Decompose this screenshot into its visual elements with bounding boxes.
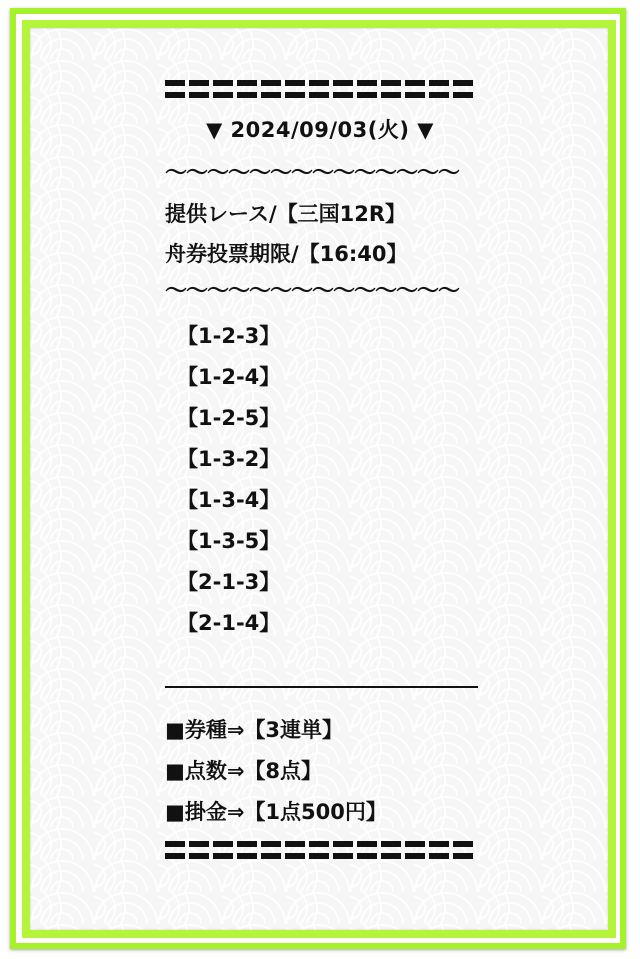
combination-item: 【1-3-4】 [177,488,281,512]
deadline-label: 舟券投票期限/【16:40】 [165,242,408,266]
combination-list [165,316,480,644]
race-info [165,194,480,274]
wave-divider-bottom: 〜〜〜〜〜〜〜〜〜〜〜〜〜〜 [165,279,460,304]
stake-amount: ■掛金⇒【1点500円】 [165,800,387,824]
combination-item: 【1-3-5】 [177,529,281,553]
horizontal-divider [165,686,478,688]
ticket-content [165,80,480,859]
combination-item: 【1-2-5】 [177,406,281,430]
points-count: ■点数⇒【8点】 [165,759,323,783]
bet-summary [165,710,480,833]
combination-item: 【1-2-3】 [177,324,281,348]
bottom-double-rule [165,841,475,859]
combination-item: 【1-3-2】 [177,447,281,471]
combination-item: 【2-1-4】 [177,611,281,635]
ticket-type: ■券種⇒【3連単】 [165,718,344,742]
race-label: 提供レース/【三国12R】 [165,202,407,226]
wave-divider-top: 〜〜〜〜〜〜〜〜〜〜〜〜〜〜 [165,161,460,186]
top-double-rule [165,80,475,98]
race-date: ▼ 2024/09/03(火) ▼ [206,118,434,142]
combination-item: 【2-1-3】 [177,570,281,594]
combination-item: 【1-2-4】 [177,365,281,389]
